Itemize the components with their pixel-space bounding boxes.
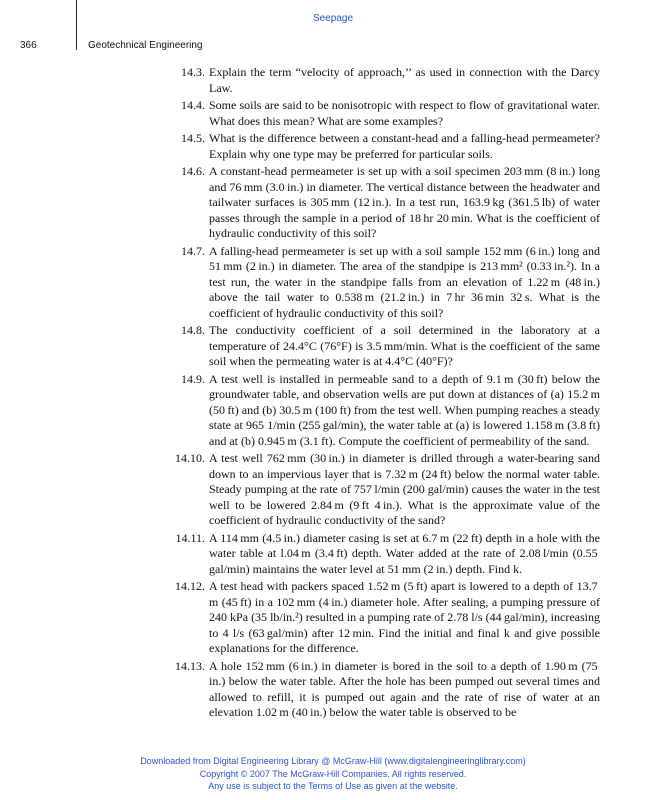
footer bbox=[0, 755, 666, 793]
problem-number: 14.4. bbox=[181, 98, 205, 112]
problem-number: 14.3. bbox=[181, 65, 205, 79]
header-divider bbox=[76, 0, 77, 50]
problem-text: A falling-head permeameter is set up with a soil sample 152 mm (6 in.) long and 51 mm (2 in.) in diameter. The area of the standpipe is 213 mm² (0.33 in.²). In a test run, the water in the standpipe falls from an elevation of 1.22 m (48 in.) above the tail water to 0.538 m (21.2 in.) in 7 hr 36 min 32 s. What is the coefficient of hydraulic conductivity of this soil? bbox=[209, 243, 600, 320]
problem-item bbox=[0, 372, 666, 450]
problem-number: 14.8. bbox=[181, 323, 205, 337]
footer-terms: Any use is subject to the Terms of Use as given at the website. bbox=[208, 781, 458, 791]
problem-text: A test well 762 mm (30 in.) in diameter is drilled through a water-bearing sand down to an impervious layer that is 7.32 m (24 ft) below the normal water table. Steady pumping at the rate of 757 l/min (200 gal/min) causes the water in the test well to be lowered 2.84 m (9 ft 4 in.). What is the approximate value of the coefficient of hydraulic conductivity of the sand? bbox=[209, 451, 600, 527]
problem-item bbox=[0, 659, 666, 721]
problem-item bbox=[0, 579, 666, 657]
problem-item bbox=[0, 244, 666, 322]
problem-item bbox=[0, 451, 666, 529]
problem-text: A constant-head permeameter is set up with a soil specimen 203 mm (8 in.) long and 76 mm (3.0 in.) in diameter. The vertical distance between the headwater and tailwater surfaces is 305 mm (12 in.). In a test run, 163.9 kg (361.5 lb) of water passes through the sample in a period of 18 hr 20 min. What is the coefficient of hydraulic conductivity of this soil? bbox=[209, 164, 600, 240]
problem-number: 14.7. bbox=[181, 243, 205, 258]
problem-text: A hole 152 mm (6 in.) in diameter is bored in the soil to a depth of 1.90 m (75 in.) below the water table. After the hole has been pumped out several times and allowed to refill, it is pumped out again and the rate of rise of water at an elevation 1.02 m (40 in.) below the water table is observed to be bbox=[209, 658, 600, 719]
problem-text: The conductivity coefficient of a soil determined in the laboratory at a temperature of 24.4°C (76°F) is 3.5 mm/min. What is the coefficient of the same soil when the permeating water is at 4.4°C (40°F)? bbox=[209, 323, 600, 368]
problem-item bbox=[0, 65, 666, 96]
problem-item bbox=[0, 531, 666, 578]
problem-number: 14.9. bbox=[181, 371, 205, 386]
problem-number: 14.12. bbox=[175, 579, 205, 593]
problem-text: A test well is installed in permeable sand to a depth of 9.1 m (30 ft) below the groundwater table, and observation wells are put down at distances of (a) 15.2 m (50 ft) and (b) 30.5 m (100 ft) from the test well. When pumping reaches a steady state at 965 1/min (255 gal/min), the water table at (a) is lowered 1.158 m (3.8 ft) and at (b) 0.945 m (3.1 ft). Compute the coefficient of permeability of the sand. bbox=[209, 371, 600, 448]
problem-item bbox=[0, 323, 666, 370]
running-title: Seepage bbox=[312, 13, 354, 24]
problem-text: Explain the term “velocity of approach,’’ as used in connection with the Darcy Law. bbox=[209, 65, 600, 95]
problem-number: 14.5. bbox=[181, 131, 205, 145]
problem-text: What is the difference between a constant-head and a falling-head permeameter? Explain why one type may be preferred for particular soils. bbox=[209, 131, 600, 161]
problem-number: 14.13. bbox=[175, 658, 205, 673]
problem-number: 14.6. bbox=[181, 164, 205, 178]
page-number: 366 bbox=[20, 40, 37, 51]
problem-item bbox=[0, 98, 666, 129]
problem-text: A 114 mm (4.5 in.) diameter casing is set at 6.7 m (22 ft) depth in a hole with the water table at l.04 m (3.4 ft) depth. Water added at the rate of 2.08 l/min (0.55 gal/min) maintains the water level at 51 mm (2 in.) depth. Find k. bbox=[209, 530, 600, 576]
problem-list bbox=[0, 65, 666, 723]
footer-download-link[interactable]: Downloaded from Digital Engineering Library @ McGraw-Hill (www.digitalengineeringlibrary.com) bbox=[140, 756, 526, 766]
footer-copyright: Copyright © 2007 The McGraw-Hill Companies. All rights reserved. bbox=[199, 768, 467, 779]
problem-text: Some soils are said to be nonisotropic with respect to flow of gravitational water. What does this mean? What are some examples? bbox=[209, 98, 600, 128]
problem-number: 14.11. bbox=[175, 530, 205, 545]
problem-item bbox=[0, 131, 666, 162]
problem-number: 14.10. bbox=[175, 451, 205, 465]
problem-text: A test head with packers spaced 1.52 m (5 ft) apart is lowered to a depth of 13.7 m (45 ft) in a 102 mm (4 in.) diameter hole. After sealing, a pumping pressure of 240 kPa (35 lb/in.²) resulted in a pumping rate of 2.78 l/s (44 gal/min), increasing to 4 l/s (63 gal/min) after 12 min. Find the initial and final k and give possible explanations for the difference. bbox=[209, 579, 600, 655]
book-title: Geotechnical Engineering bbox=[88, 40, 203, 51]
problem-item bbox=[0, 164, 666, 242]
